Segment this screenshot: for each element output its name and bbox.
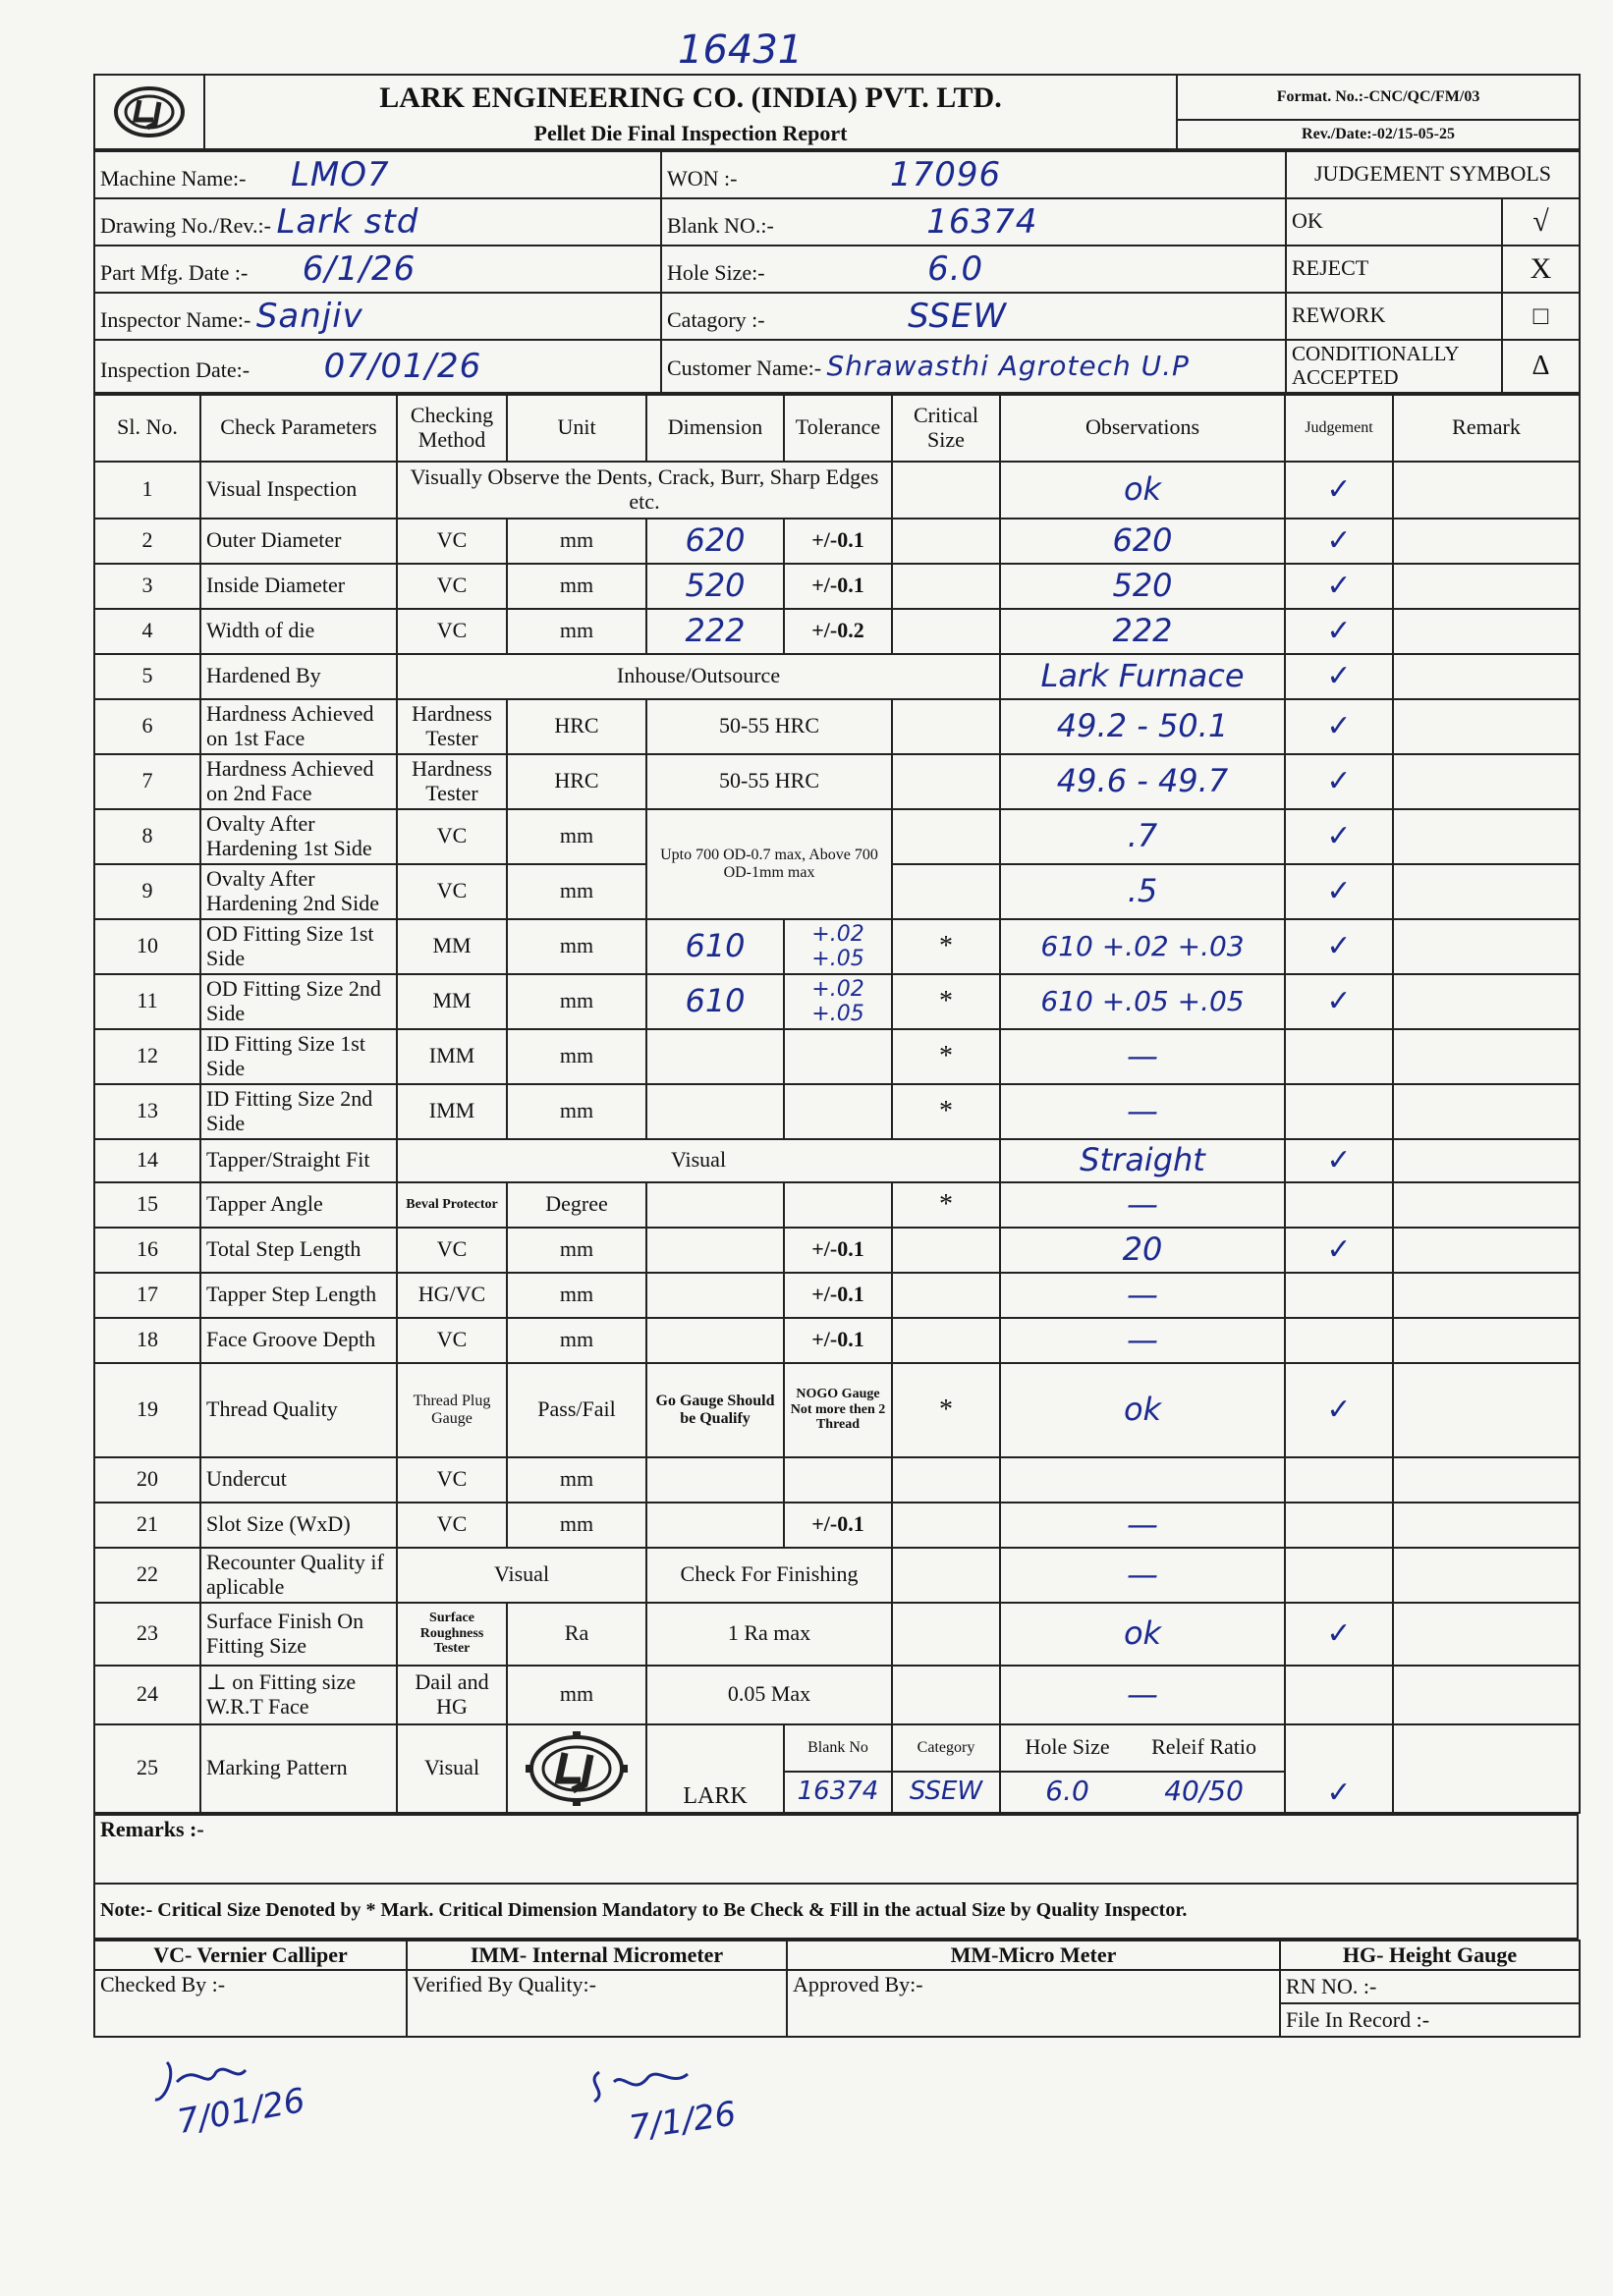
row-unit: mm bbox=[507, 1666, 646, 1724]
row-tolerance: +/-0.1 bbox=[784, 1273, 892, 1318]
table-row bbox=[94, 1603, 1580, 1666]
symbol-rework: □ bbox=[1502, 293, 1580, 340]
row-unit: mm bbox=[507, 1503, 646, 1548]
row-param: Width of die bbox=[200, 609, 397, 654]
row-sl: 16 bbox=[94, 1228, 200, 1273]
row-observation: — bbox=[1127, 1504, 1158, 1543]
marking-logo bbox=[507, 1724, 646, 1813]
row-dimension: 520 bbox=[685, 566, 746, 604]
row-observation: .5 bbox=[1127, 871, 1158, 909]
row-method: VC bbox=[397, 1457, 507, 1503]
row-param: Slot Size (WxD) bbox=[200, 1503, 397, 1548]
row-param: Recounter Quality if aplicable bbox=[200, 1548, 397, 1603]
row-unit: HRC bbox=[507, 699, 646, 754]
row-param: Hardness Achieved on 2nd Face bbox=[200, 754, 397, 809]
table-row-marking bbox=[94, 1724, 1580, 1772]
table-row bbox=[94, 654, 1580, 699]
row-observation: Straight bbox=[1080, 1140, 1205, 1178]
remarks-table bbox=[93, 1814, 1579, 1940]
row-param: ID Fitting Size 1st Side bbox=[200, 1029, 397, 1084]
category-value: SSEW bbox=[908, 296, 1008, 336]
col-header: Remark bbox=[1393, 395, 1580, 462]
row-judgement: ✓ bbox=[1326, 614, 1352, 647]
row-observation: ok bbox=[1123, 1390, 1162, 1428]
row-sl: 12 bbox=[94, 1029, 200, 1084]
part-mfg-date-field: Part Mfg. Date :- 6/1/26 bbox=[94, 246, 661, 293]
row-unit: mm bbox=[507, 1457, 646, 1503]
row-dimension: 50-55 HRC bbox=[646, 754, 892, 809]
row-dimension: Go Gauge Should be Qualify bbox=[646, 1363, 784, 1457]
row-judgement: ✓ bbox=[1326, 1616, 1352, 1650]
row-observation: — bbox=[1127, 1320, 1158, 1358]
row-critical: * bbox=[892, 1084, 1000, 1139]
col-header: Tolerance bbox=[784, 395, 892, 462]
row-method: VC bbox=[397, 1228, 507, 1273]
rev-date: Rev./Date:-02/15-05-25 bbox=[1177, 120, 1580, 149]
category-field: Catagory :- SSEW bbox=[661, 293, 1286, 340]
company-name: LARK ENGINEERING CO. (INDIA) PVT. LTD. bbox=[204, 75, 1177, 120]
row-dimension: 50-55 HRC bbox=[646, 699, 892, 754]
table-row bbox=[94, 609, 1580, 654]
row-unit: HRC bbox=[507, 754, 646, 809]
format-no: Format. No.:-CNC/QC/FM/03 bbox=[1177, 75, 1580, 120]
row-method: VC bbox=[397, 1318, 507, 1363]
row-method: VC bbox=[397, 1503, 507, 1548]
row-sl: 20 bbox=[94, 1457, 200, 1503]
row-observation: — bbox=[1127, 1184, 1158, 1223]
table-row bbox=[94, 1228, 1580, 1273]
row-judgement: ✓ bbox=[1326, 1393, 1352, 1426]
row-sl: 10 bbox=[94, 919, 200, 974]
row-judgement: ✓ bbox=[1326, 472, 1352, 506]
row-param: ⊥ on Fitting size W.R.T Face bbox=[200, 1666, 397, 1724]
row-method: Visual bbox=[397, 1548, 646, 1603]
symbol-reject: X bbox=[1502, 246, 1580, 293]
critical-size-note: Note:- Critical Size Denoted by * Mark. Critical Dimension Mandatory to Be Check & Fill in the actual Size by Quality Inspector. bbox=[94, 1884, 1578, 1939]
header-table bbox=[93, 74, 1581, 150]
row-method: Visual bbox=[397, 1139, 1000, 1182]
row-method: IMM bbox=[397, 1029, 507, 1084]
row-judgement: ✓ bbox=[1326, 523, 1352, 557]
row-param: OD Fitting Size 2nd Side bbox=[200, 974, 397, 1029]
row-judgement: ✓ bbox=[1326, 1232, 1352, 1266]
legend-vc: VC- Vernier Calliper bbox=[94, 1941, 407, 1971]
blank-no-value: 16374 bbox=[926, 201, 1038, 242]
table-row bbox=[94, 754, 1580, 809]
machine-name-value: LMO7 bbox=[290, 154, 390, 194]
row-method: Hardness Tester bbox=[397, 754, 507, 809]
row-observation: ok bbox=[1123, 1613, 1162, 1652]
row-dimension: Upto 700 OD-0.7 max, Above 700 OD-1mm max bbox=[646, 809, 892, 919]
row-method: Thread Plug Gauge bbox=[397, 1363, 507, 1457]
row-param: Undercut bbox=[200, 1457, 397, 1503]
row-param: Hardened By bbox=[200, 654, 397, 699]
rn-no: RN NO. :- bbox=[1280, 1970, 1580, 2003]
table-row bbox=[94, 1029, 1580, 1084]
table-row bbox=[94, 462, 1580, 519]
checked-by: Checked By :- bbox=[94, 1970, 407, 2037]
row-observation: 49.2 - 50.1 bbox=[1056, 706, 1229, 744]
row-sl: 9 bbox=[94, 864, 200, 919]
row-unit: Degree bbox=[507, 1182, 646, 1228]
report-title: Pellet Die Final Inspection Report bbox=[204, 120, 1177, 149]
legend-hg: HG- Height Gauge bbox=[1280, 1941, 1580, 1971]
row-unit: mm bbox=[507, 809, 646, 864]
row-method: VC bbox=[397, 564, 507, 609]
company-logo bbox=[94, 75, 204, 149]
row-observation: .7 bbox=[1127, 816, 1158, 854]
row-param: Tapper/Straight Fit bbox=[200, 1139, 397, 1182]
inspector-name-value: Sanjiv bbox=[255, 296, 363, 336]
row-unit: mm bbox=[507, 974, 646, 1029]
row-judgement: ✓ bbox=[1326, 984, 1352, 1017]
legend-mm: MM-Micro Meter bbox=[787, 1941, 1280, 1971]
table-row bbox=[94, 1084, 1580, 1139]
hole-size-value: 6.0 bbox=[927, 248, 984, 289]
row-sl: 24 bbox=[94, 1666, 200, 1724]
row-param: Hardness Achieved on 1st Face bbox=[200, 699, 397, 754]
row-sl: 3 bbox=[94, 564, 200, 609]
customer-name-value: Shrawasthi Agrotech U.P bbox=[826, 349, 1190, 382]
row-judgement: ✓ bbox=[1326, 764, 1352, 797]
row-unit: mm bbox=[507, 1029, 646, 1084]
row-unit: mm bbox=[507, 1084, 646, 1139]
symbol-ok: √ bbox=[1502, 198, 1580, 246]
row-observation: 49.6 - 49.7 bbox=[1056, 761, 1229, 799]
row-observation: 620 bbox=[1112, 520, 1173, 559]
row-method: VC bbox=[397, 809, 507, 864]
table-row bbox=[94, 1273, 1580, 1318]
inspection-date-field: Inspection Date:- 07/01/26 bbox=[94, 340, 661, 393]
col-header: Critical Size bbox=[892, 395, 1000, 462]
file-in-record: File In Record :- bbox=[1280, 2003, 1580, 2037]
row-method: HG/VC bbox=[397, 1273, 507, 1318]
row-tolerance: NOGO Gauge Not more then 2 Thread bbox=[784, 1363, 892, 1457]
row-tolerance: +/-0.1 bbox=[784, 1318, 892, 1363]
row-tolerance: +.02 +.05 bbox=[811, 977, 864, 1026]
row-method: Hardness Tester bbox=[397, 699, 507, 754]
row-sl: 14 bbox=[94, 1139, 200, 1182]
machine-name-field: Machine Name:- LMO7 bbox=[94, 151, 661, 198]
row-sl: 11 bbox=[94, 974, 200, 1029]
row-method: VC bbox=[397, 609, 507, 654]
row-sl: 15 bbox=[94, 1182, 200, 1228]
table-row bbox=[94, 1666, 1580, 1724]
row-sl: 13 bbox=[94, 1084, 200, 1139]
col-header: Sl. No. bbox=[94, 395, 200, 462]
row-sl: 22 bbox=[94, 1548, 200, 1603]
hole-size-field: Hole Size:- 6.0 bbox=[661, 246, 1286, 293]
col-header: Dimension bbox=[646, 395, 784, 462]
symbol-reject-label: REJECT bbox=[1286, 246, 1502, 293]
row-param: Tapper Angle bbox=[200, 1182, 397, 1228]
row-unit: mm bbox=[507, 864, 646, 919]
row-observation: — bbox=[1127, 1674, 1158, 1713]
marking-header-group: Hole Size Releif Ratio bbox=[1000, 1724, 1285, 1772]
row-critical: * bbox=[892, 1182, 1000, 1228]
approved-by: Approved By:- bbox=[787, 1970, 1280, 2037]
row-dimension: 610 bbox=[685, 926, 746, 964]
row-param: Face Groove Depth bbox=[200, 1318, 397, 1363]
row-dimension: 620 bbox=[685, 520, 746, 559]
marking-values-group: 6.0 40/50 bbox=[1000, 1772, 1285, 1813]
row-judgement: ✓ bbox=[1326, 874, 1352, 907]
part-mfg-date-value: 6/1/26 bbox=[302, 248, 417, 289]
row-sl: 2 bbox=[94, 519, 200, 564]
table-row bbox=[94, 1318, 1580, 1363]
col-header: Observations bbox=[1000, 395, 1285, 462]
row-observation: 20 bbox=[1122, 1230, 1163, 1268]
row-dimension: 222 bbox=[685, 611, 746, 649]
row-sl: 8 bbox=[94, 809, 200, 864]
row-sl: 4 bbox=[94, 609, 200, 654]
marking-category: SSEW bbox=[909, 1777, 983, 1807]
row-unit: mm bbox=[507, 519, 646, 564]
row-sl: 21 bbox=[94, 1503, 200, 1548]
row-critical: * bbox=[892, 919, 1000, 974]
marking-blank-no: 16374 bbox=[797, 1777, 879, 1807]
col-header: Check Parameters bbox=[200, 395, 397, 462]
drawing-no-value: Lark std bbox=[276, 201, 419, 242]
inspection-date-value: 07/01/26 bbox=[323, 346, 482, 386]
row-observation: — bbox=[1127, 1091, 1158, 1129]
col-header: Checking Method bbox=[397, 395, 507, 462]
row-sl: 23 bbox=[94, 1603, 200, 1666]
row-critical: * bbox=[892, 974, 1000, 1029]
row-critical: * bbox=[892, 1363, 1000, 1457]
row-tolerance: +.02 +.05 bbox=[811, 922, 864, 971]
row-sl: 19 bbox=[94, 1363, 200, 1457]
verified-by: Verified By Quality:- bbox=[407, 1970, 787, 2037]
table-row bbox=[94, 1139, 1580, 1182]
row-tolerance: +/-0.1 bbox=[784, 1503, 892, 1548]
row-param: Ovalty After Hardening 1st Side bbox=[200, 809, 397, 864]
table-header-row bbox=[94, 395, 1580, 462]
symbol-rework-label: REWORK bbox=[1286, 293, 1502, 340]
row-param: Outer Diameter bbox=[200, 519, 397, 564]
row-tolerance: +/-0.1 bbox=[784, 564, 892, 609]
inspection-form bbox=[93, 74, 1579, 2038]
row-sl: 7 bbox=[94, 754, 200, 809]
row-method: MM bbox=[397, 974, 507, 1029]
table-row bbox=[94, 699, 1580, 754]
row-sl: 18 bbox=[94, 1318, 200, 1363]
header-fields-table bbox=[93, 150, 1581, 394]
row-sl: 17 bbox=[94, 1273, 200, 1318]
row-observation: — bbox=[1127, 1555, 1158, 1593]
row-param: Ovalty After Hardening 2nd Side bbox=[200, 864, 397, 919]
symbol-conditional-label: CONDITIONALLY ACCEPTED bbox=[1286, 340, 1502, 393]
row-method: VC bbox=[397, 519, 507, 564]
won-field: WON :- 17096 bbox=[661, 151, 1286, 198]
verified-date: 7/1/26 bbox=[626, 2094, 739, 2149]
table-row bbox=[94, 1548, 1580, 1603]
marking-logo-text: LARK bbox=[646, 1724, 784, 1813]
table-row bbox=[94, 1503, 1580, 1548]
row-unit: mm bbox=[507, 564, 646, 609]
row-sl: 6 bbox=[94, 699, 200, 754]
col-header: Unit bbox=[507, 395, 646, 462]
won-value: 17096 bbox=[889, 154, 1002, 194]
marking-header-blank-no: Blank No bbox=[784, 1724, 892, 1772]
row-critical: * bbox=[892, 1029, 1000, 1084]
row-param: Thread Quality bbox=[200, 1363, 397, 1457]
row-judgement: ✓ bbox=[1326, 569, 1352, 602]
row-observation: 610 +.05 +.05 bbox=[1040, 984, 1245, 1017]
row-sl: 1 bbox=[94, 462, 200, 519]
table-row bbox=[94, 1363, 1580, 1457]
row-param: Marking Pattern bbox=[200, 1724, 397, 1813]
row-tolerance: +/-0.2 bbox=[784, 609, 892, 654]
row-observation: — bbox=[1127, 1036, 1158, 1074]
footer-table bbox=[93, 1940, 1581, 2039]
table-row bbox=[94, 809, 1580, 864]
row-unit: mm bbox=[507, 1273, 646, 1318]
drawing-no-field: Drawing No./Rev.:- Lark std bbox=[94, 198, 661, 246]
row-dimension: 0.05 Max bbox=[646, 1666, 892, 1724]
table-row bbox=[94, 1457, 1580, 1503]
row-judgement: ✓ bbox=[1326, 929, 1352, 962]
row-observation: Lark Furnace bbox=[1040, 656, 1245, 694]
row-method: MM bbox=[397, 919, 507, 974]
row-method: Dail and HG bbox=[397, 1666, 507, 1724]
handwritten-doc-number: 16431 bbox=[678, 27, 804, 73]
checked-date: 7/01/26 bbox=[174, 2080, 308, 2143]
row-param: OD Fitting Size 1st Side bbox=[200, 919, 397, 974]
row-param: Visual Inspection bbox=[200, 462, 397, 519]
row-judgement: ✓ bbox=[1326, 1143, 1352, 1176]
row-judgement: ✓ bbox=[1326, 1777, 1352, 1810]
row-tolerance: +/-0.1 bbox=[784, 519, 892, 564]
row-unit: mm bbox=[507, 919, 646, 974]
row-unit: Pass/Fail bbox=[507, 1363, 646, 1457]
row-method: Beval Protector bbox=[397, 1182, 507, 1228]
row-unit: mm bbox=[507, 1228, 646, 1273]
row-dimension: 1 Ra max bbox=[646, 1603, 892, 1666]
row-sl: 25 bbox=[94, 1724, 200, 1813]
row-param: Inside Diameter bbox=[200, 564, 397, 609]
row-param: ID Fitting Size 2nd Side bbox=[200, 1084, 397, 1139]
row-method: Surface Roughness Tester bbox=[397, 1603, 507, 1666]
row-judgement: ✓ bbox=[1326, 659, 1352, 692]
symbol-ok-label: OK bbox=[1286, 198, 1502, 246]
customer-name-field: Customer Name:- Shrawasthi Agrotech U.P bbox=[661, 340, 1286, 393]
row-param: Surface Finish On Fitting Size bbox=[200, 1603, 397, 1666]
row-dimension: Check For Finishing bbox=[646, 1548, 892, 1603]
row-dimension: 610 bbox=[685, 981, 746, 1019]
table-row bbox=[94, 519, 1580, 564]
table-row bbox=[94, 974, 1580, 1029]
row-observation: — bbox=[1127, 1275, 1158, 1313]
row-observation: ok bbox=[1123, 469, 1162, 508]
marking-header-category: Category bbox=[892, 1724, 1000, 1772]
row-unit: Ra bbox=[507, 1603, 646, 1666]
judgement-symbols-title: JUDGEMENT SYMBOLS bbox=[1286, 151, 1580, 198]
row-observation: 610 +.02 +.03 bbox=[1040, 929, 1245, 962]
row-judgement: ✓ bbox=[1326, 819, 1352, 852]
row-method: Inhouse/Outsource bbox=[397, 654, 1000, 699]
table-row bbox=[94, 564, 1580, 609]
row-tolerance: +/-0.1 bbox=[784, 1228, 892, 1273]
row-method: VC bbox=[397, 864, 507, 919]
row-unit: mm bbox=[507, 609, 646, 654]
row-method: Visual bbox=[397, 1724, 507, 1813]
row-observation: 222 bbox=[1112, 611, 1173, 649]
col-header: Judgement bbox=[1285, 395, 1393, 462]
row-judgement: ✓ bbox=[1326, 709, 1352, 742]
row-method: Visually Observe the Dents, Crack, Burr, Sharp Edges etc. bbox=[397, 462, 892, 519]
inspector-name-field: Inspector Name:- Sanjiv bbox=[94, 293, 661, 340]
table-row bbox=[94, 919, 1580, 974]
symbol-conditional: Δ bbox=[1502, 340, 1580, 393]
remarks-label: Remarks :- bbox=[94, 1815, 1578, 1884]
table-row bbox=[94, 1182, 1580, 1228]
row-unit: mm bbox=[507, 1318, 646, 1363]
blank-no-field: Blank NO.:- 16374 bbox=[661, 198, 1286, 246]
row-sl: 5 bbox=[94, 654, 200, 699]
inspection-table bbox=[93, 394, 1581, 1814]
row-method: IMM bbox=[397, 1084, 507, 1139]
row-param: Tapper Step Length bbox=[200, 1273, 397, 1318]
row-observation: 520 bbox=[1112, 566, 1173, 604]
row-param: Total Step Length bbox=[200, 1228, 397, 1273]
legend-imm: IMM- Internal Micrometer bbox=[407, 1941, 787, 1971]
